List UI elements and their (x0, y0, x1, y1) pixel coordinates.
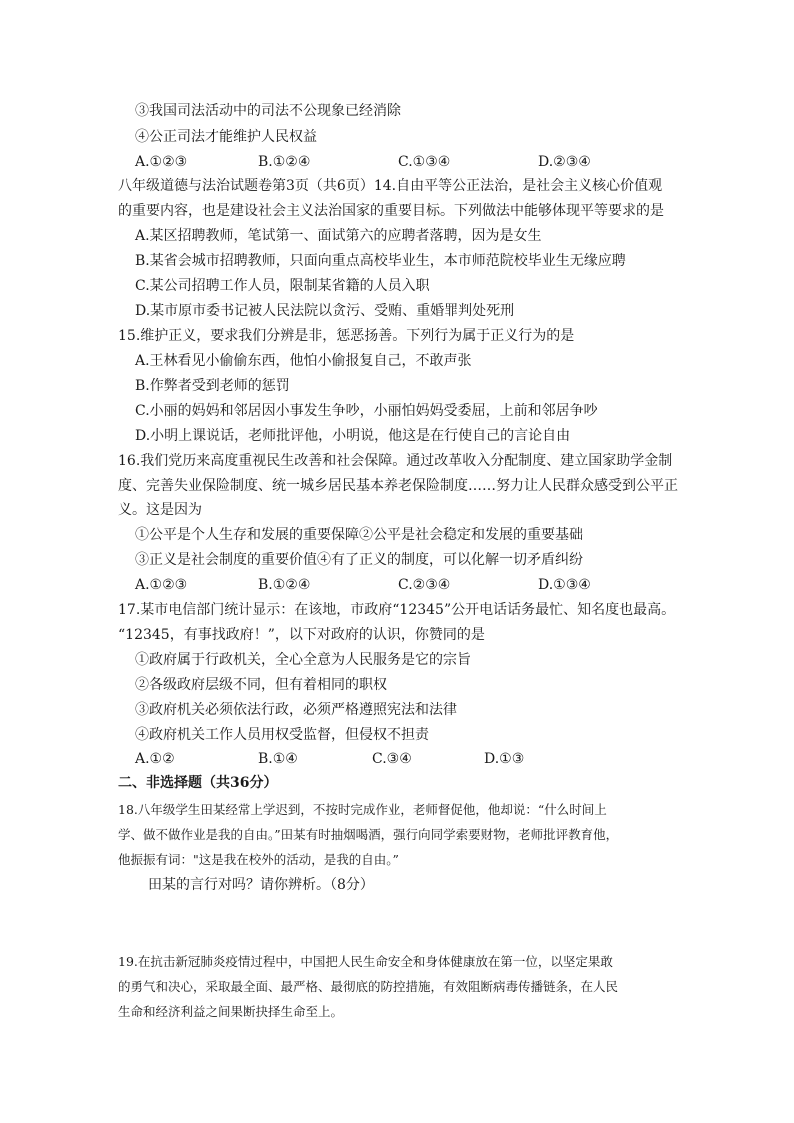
q15-option-d: D.小明上课说话，老师批评他，小明说，他这是在行使自己的言论自由 (135, 428, 571, 444)
q16-statements-1-2: ①公平是个人生存和发展的重要保障②公平是社会稳定和发展的重要基础 (135, 527, 583, 543)
q18-stem-line1: 18.八年级学生田某经常上学迟到，不按时完成作业，老师督促他，他却说：“什么时间上 (118, 802, 607, 817)
q16-option-d: D.①③④ (538, 577, 591, 593)
q14-option-d: D.某市原市委书记被人民法院以贪污、受贿、重婚罪判处死刑 (135, 303, 515, 319)
q17-option-a: A.①② (135, 751, 175, 767)
q14-stem-line1: 八年级道德与法治试题卷第3页（共6页）14.自由平等公正法治，是社会主义核心价值观 (118, 178, 663, 194)
q18-question: 田某的言行对吗？请你辨析。（8分） (148, 877, 374, 893)
q18-stem-line3: 他振振有词："这是我在校外的活动，是我的自由。” (118, 852, 399, 867)
q13-option-d: D.②③④ (538, 154, 591, 170)
q15-stem: 15.维护正义，要求我们分辨是非，惩恶扬善。下列行为属于正义行为的是 (118, 328, 575, 344)
q16-option-c: C.②③④ (398, 577, 451, 593)
q17-stem-line2: “12345，有事找政府！”，以下对政府的认识，你赞同的是 (118, 627, 485, 643)
q14-option-b: B.某省会城市招聘教师，只面向重点高校毕业生，本市师范院校毕业生无缘应聘 (135, 253, 626, 269)
q13-statement-3: ③我国司法活动中的司法不公现象已经消除 (135, 103, 401, 119)
q16-option-a: A.①②③ (135, 577, 188, 593)
q16-stem-line2: 度、完善失业保险制度、统一城乡居民基本养老保险制度……努力让人民群众感受到公平正 (118, 478, 678, 494)
q17-option-c: C.③④ (372, 751, 412, 767)
q13-option-c: C.①③④ (398, 154, 451, 170)
section-title-non-choice: 二、非选择题（共36分） (118, 775, 278, 791)
q14-stem-line2: 的重要内容，也是建设社会主义法治国家的重要目标。下列做法中能够体现平等要求的是 (118, 203, 664, 219)
q17-statement-1: ①政府属于行政机关，全心全意为人民服务是它的宗旨 (135, 652, 471, 668)
q15-option-c: C.小丽的妈妈和邻居因小事发生争吵，小丽怕妈妈受委屈，上前和邻居争吵 (135, 403, 598, 419)
q16-stem-line3: 义。这是因为 (118, 502, 202, 518)
q16-option-b: B.①②④ (258, 577, 311, 593)
q17-statement-2: ②各级政府层级不同，但有着相同的职权 (135, 677, 387, 693)
q16-statements-3-4: ③正义是社会制度的重要价值④有了正义的制度，可以化解一切矛盾纠纷 (135, 552, 583, 568)
q17-option-d: D.①③ (484, 751, 525, 767)
q14-option-a: A.某区招聘教师，笔试第一、面试第六的应聘者落聘，因为是女生 (135, 228, 542, 244)
q13-statement-4: ④公正司法才能维护人民权益 (135, 129, 317, 145)
q15-option-b: B.作弊者受到老师的惩罚 (135, 378, 290, 394)
q16-stem-line1: 16.我们党历来高度重视民生改善和社会保障。通过改革收入分配制度、建立国家助学金制 (118, 453, 673, 469)
q19-stem-line1: 19.在抗击新冠肺炎疫情过程中，中国把人民生命安全和身体健康放在第一位，以坚定果敢 (118, 954, 613, 969)
q18-stem-line2: 学、做不做作业是我的自由。”田某有时抽烟喝酒，强行向同学索要财物，老师批评教育他， (118, 827, 619, 842)
q14-option-c: C.某公司招聘工作人员，限制某省籍的人员入职 (135, 278, 430, 294)
q17-stem-line1: 17.某市电信部门统计显示：在该地，市政府“12345”公开电话话务最忙、知名度也最高。 (118, 602, 676, 618)
q19-stem-line3: 生命和经济利益之间果断抉择生命至上。 (118, 1004, 344, 1019)
q17-option-b: B.①④ (258, 751, 298, 767)
q17-statement-4: ④政府机关工作人员用权受监督，但侵权不担责 (135, 727, 429, 743)
q13-option-b: B.①②④ (258, 154, 311, 170)
q17-statement-3: ③政府机关必须依法行政，必须严格遵照宪法和法律 (135, 702, 457, 718)
q13-option-a: A.①②③ (135, 154, 188, 170)
q15-option-a: A.王林看见小偷偷东西，他怕小偷报复自己，不敢声张 (135, 353, 472, 369)
q19-stem-line2: 的勇气和决心，采取最全面、最严格、最彻底的防控措施，有效阻断病毒传播链条，在人民 (118, 979, 619, 994)
